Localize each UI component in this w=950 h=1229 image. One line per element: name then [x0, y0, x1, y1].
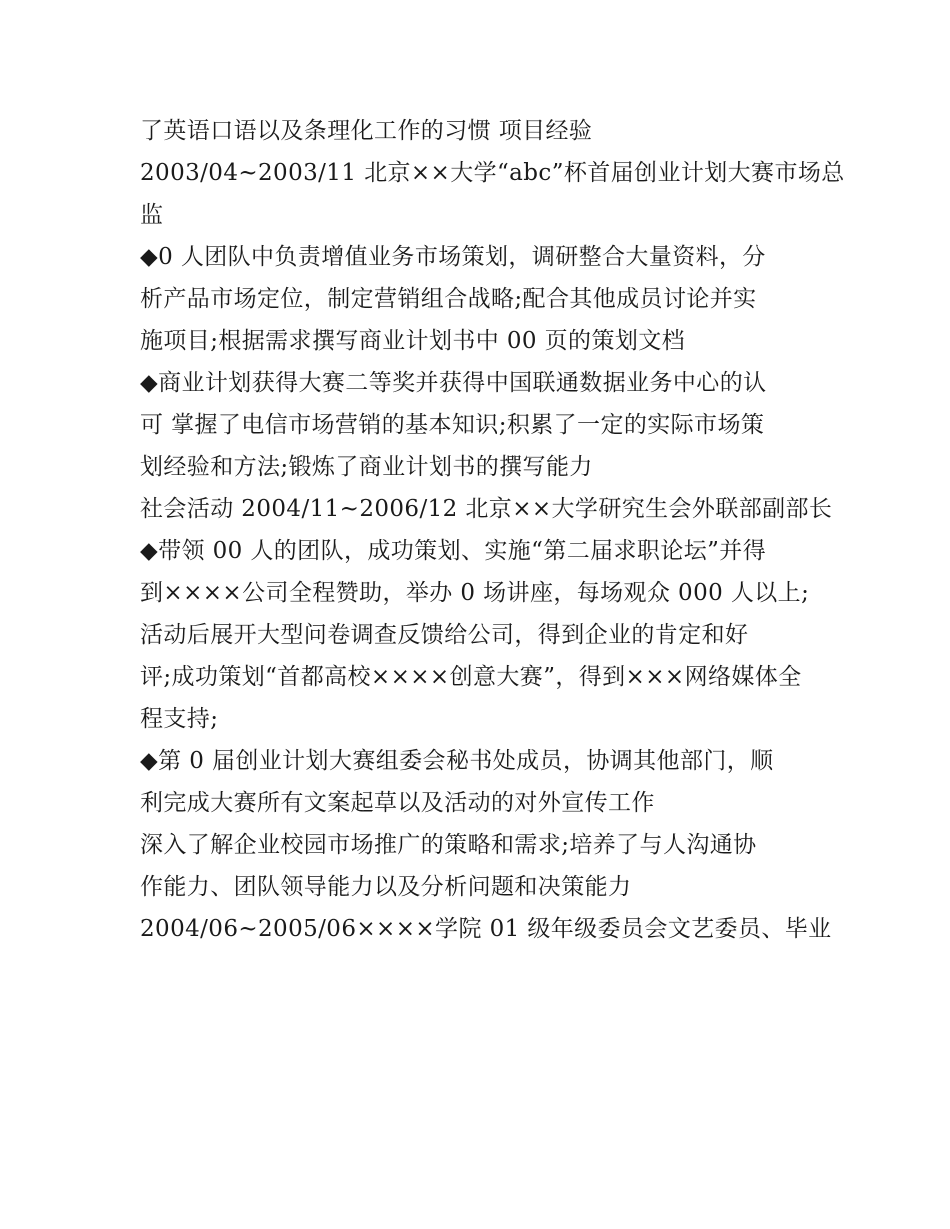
text-line: 评;成功策划“首都高校××××创意大赛”，得到×××网络媒体全	[140, 664, 802, 690]
text-line: 监	[140, 202, 164, 228]
text-line: ◆带领 00 人的团队，成功策划、实施“第二届求职论坛”并得	[140, 538, 767, 564]
text-line: 程支持;	[140, 706, 219, 732]
text-line: 2003/04~2003/11 北京××大学“abc”杯首届创业计划大赛市场总	[140, 160, 845, 186]
text-line: 了英语口语以及条理化工作的习惯 项目经验	[140, 118, 593, 144]
text-line: ◆第 0 届创业计划大赛组委会秘书处成员，协调其他部门，顺	[140, 748, 774, 774]
text-line: 可 掌握了电信市场营销的基本知识;积累了一定的实际市场策	[140, 412, 765, 438]
text-line: ◆0 人团队中负责增值业务市场策划，调研整合大量资料，分	[140, 244, 766, 270]
text-line: 到××××公司全程赞助，举办 0 场讲座，每场观众 000 人以上;	[140, 580, 810, 606]
text-line: 深入了解企业校园市场推广的策略和需求;培养了与人沟通协	[140, 832, 757, 858]
text-line: 社会活动 2004/11~2006/12 北京××大学研究生会外联部副部长	[140, 496, 833, 522]
text-line: 施项目;根据需求撰写商业计划书中 00 页的策划文档	[140, 328, 686, 354]
text-line: 作能力、团队领导能力以及分析问题和决策能力	[140, 874, 632, 900]
text-line: 析产品市场定位，制定营销组合战略;配合其他成员讨论并实	[140, 286, 757, 312]
text-line: 利完成大赛所有文案起草以及活动的对外宣传工作	[140, 790, 655, 816]
document-body	[140, 110, 845, 950]
text-line: 活动后展开大型问卷调查反馈给公司，得到企业的肯定和好	[140, 622, 749, 648]
text-line: ◆商业计划获得大赛二等奖并获得中国联通数据业务中心的认	[140, 370, 767, 396]
text-line: 划经验和方法;锻炼了商业计划书的撰写能力	[140, 454, 593, 480]
text-line: 2004/06~2005/06××××学院 01 级年级委员会文艺委员、毕业	[140, 916, 832, 942]
